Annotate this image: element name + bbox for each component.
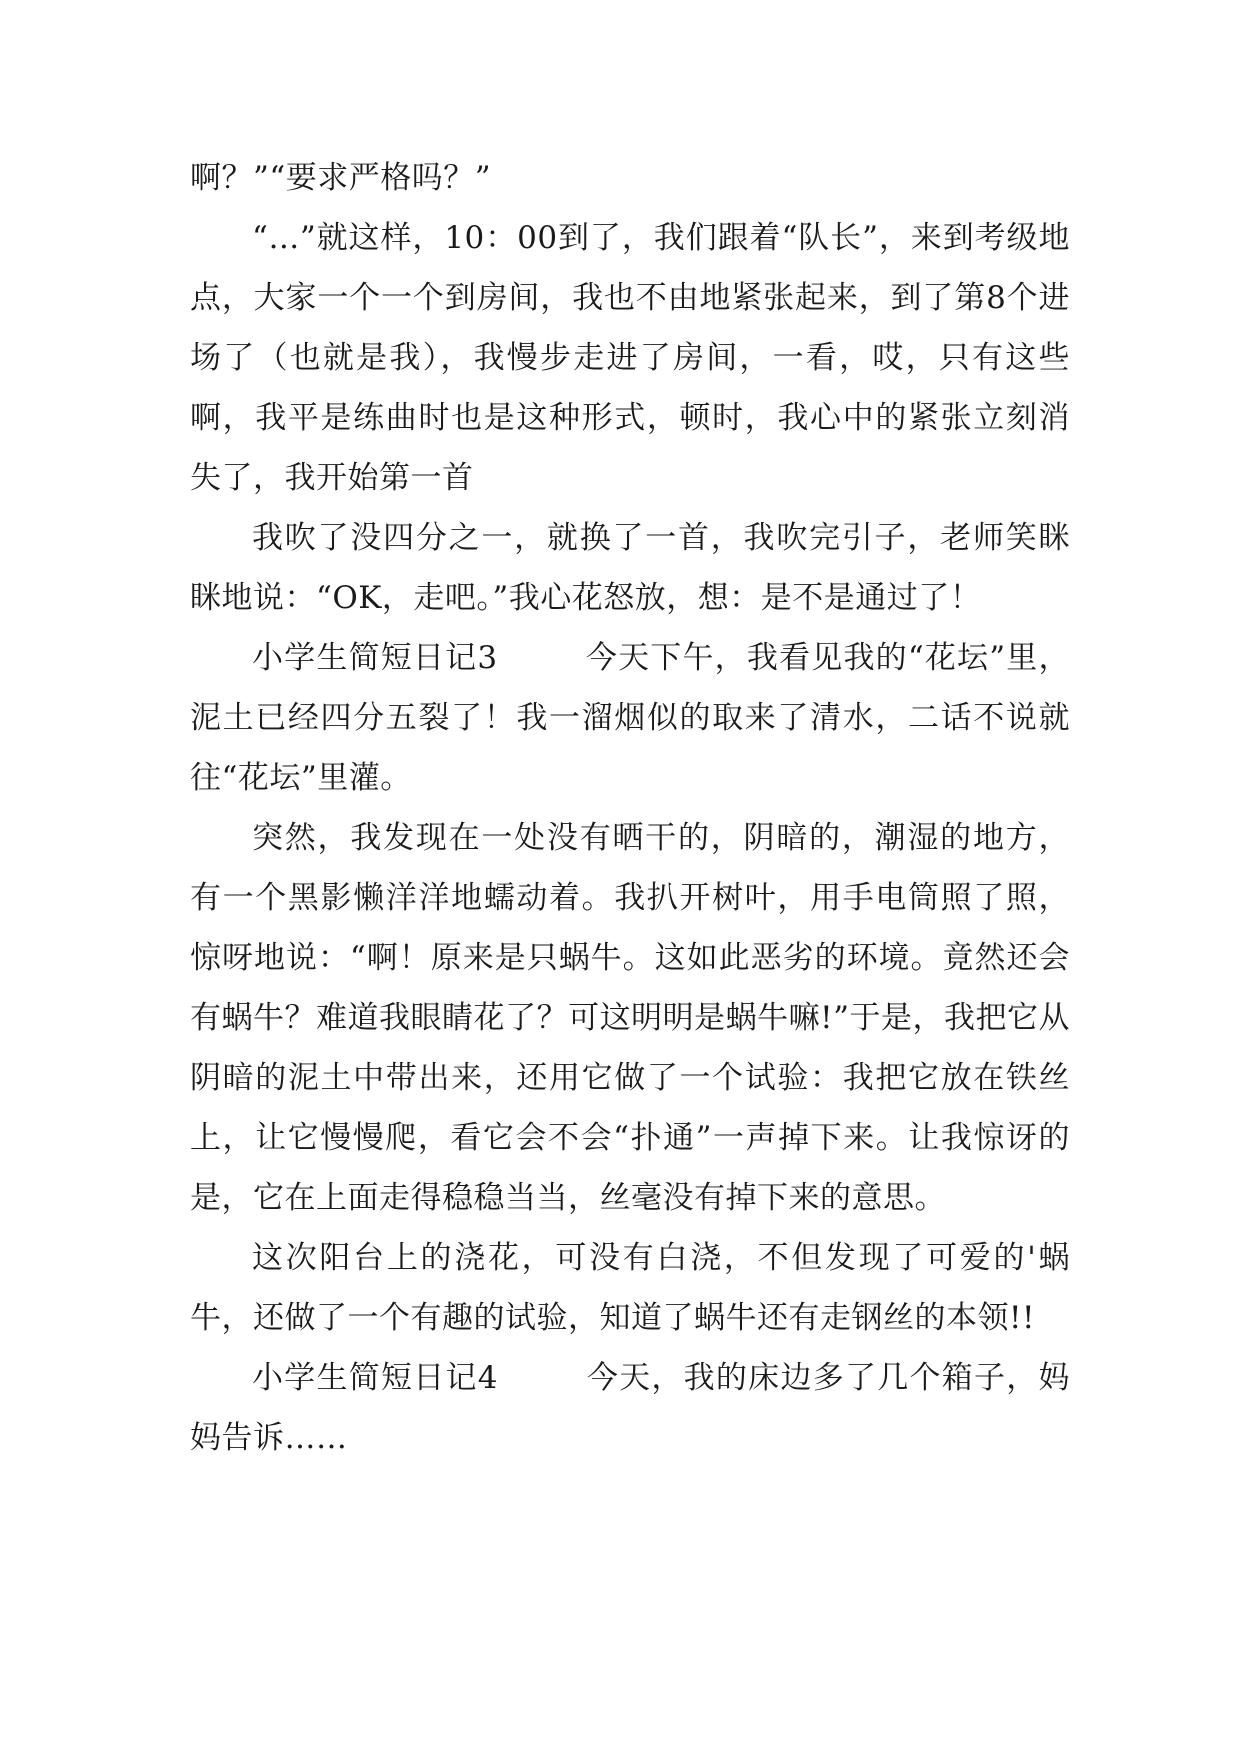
paragraph <box>190 148 1070 208</box>
paragraph <box>190 1228 1070 1348</box>
diary-entry-title: 小学生简短日记3 <box>252 640 498 676</box>
diary-entry-title: 小学生简短日记4 <box>252 1360 499 1396</box>
paragraph <box>190 208 1070 508</box>
paragraph <box>190 628 1070 808</box>
paragraph-text: 突然，我发现在一处没有晒干的，阴暗的，潮湿的地方，有一个黑影懒洋洋地蠕动着。我扒开树叶，用手电筒照了照，惊呀地说：“啊！原来是只蜗牛。这如此恶劣的环境。竟然还会有蜗牛？难道我眼睛花了？可这明明是蜗牛嘛!”于是，我把它从阴暗的泥土中带出来，还用它做了一个试验：我把它放在铁丝上，让它慢慢爬，看它会不会“扑通”一声掉下来。让我惊讶的是，它在上面走得稳稳当当，丝毫没有掉下来的意思。 <box>190 820 1070 1216</box>
paragraph-text: 今天，我的床边多了几个箱子，妈妈告诉…… <box>190 1360 1070 1456</box>
document-body <box>190 148 1070 1468</box>
paragraph-text: 啊？”“要求严格吗？” <box>190 160 492 196</box>
paragraph-text: 这次阳台上的浇花，可没有白浇，不但发现了可爱的'蜗牛，还做了一个有趣的试验，知道了蜗牛还有走钢丝的本领!! <box>190 1240 1070 1336</box>
paragraph-text: “…”就这样，10：00到了，我们跟着“队长”，来到考级地点，大家一个一个到房间，我也不由地紧张起来，到了第8个进场了（也就是我），我慢步走进了房间，一看，哎，只有这些啊，我平是练曲时也是这种形式，顿时，我心中的紧张立刻消失了，我开始第一首 <box>190 220 1070 496</box>
paragraph-text: 我吹了没四分之一，就换了一首，我吹完引子，老师笑眯眯地说：“OK，走吧。”我心花怒放，想：是不是通过了！ <box>190 520 1070 616</box>
paragraph <box>190 808 1070 1228</box>
paragraph <box>190 508 1070 628</box>
paragraph-text: 今天下午，我看见我的“花坛”里，泥土已经四分五裂了！我一溜烟似的取来了清水，二话不说就往“花坛”里灌。 <box>190 640 1070 796</box>
paragraph <box>190 1348 1070 1468</box>
